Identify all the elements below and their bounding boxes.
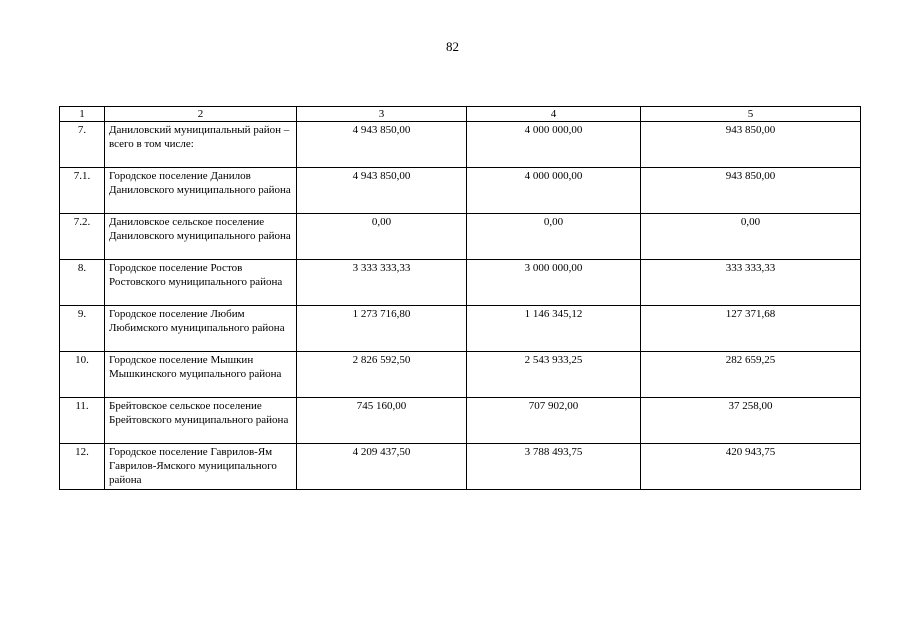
row-number-cell: 9. xyxy=(60,306,105,352)
municipality-name-cell: Даниловский муниципальный район – всего в том числе: xyxy=(105,122,297,168)
column-4-value-cell: 1 146 345,12 xyxy=(467,306,641,352)
column-3-value-cell: 4 209 437,50 xyxy=(297,444,467,490)
column-5-value-cell: 943 850,00 xyxy=(641,168,861,214)
column-4-value-cell: 0,00 xyxy=(467,214,641,260)
municipality-name-cell: Брейтовское сельское поселение Брейтовского муниципального района xyxy=(105,398,297,444)
header-cell-2: 2 xyxy=(105,107,297,122)
column-3-value-cell: 0,00 xyxy=(297,214,467,260)
column-4-value-cell: 707 902,00 xyxy=(467,398,641,444)
column-4-value-cell: 4 000 000,00 xyxy=(467,168,641,214)
table-row xyxy=(60,352,861,398)
column-4-value-cell: 4 000 000,00 xyxy=(467,122,641,168)
header-cell-5: 5 xyxy=(641,107,861,122)
column-5-value-cell: 0,00 xyxy=(641,214,861,260)
column-3-value-cell: 3 333 333,33 xyxy=(297,260,467,306)
row-number-cell: 11. xyxy=(60,398,105,444)
column-5-value-cell: 37 258,00 xyxy=(641,398,861,444)
header-row xyxy=(60,107,861,122)
row-number-cell: 10. xyxy=(60,352,105,398)
table-row xyxy=(60,306,861,352)
data-table xyxy=(59,106,861,490)
row-number-cell: 7. xyxy=(60,122,105,168)
column-5-value-cell: 127 371,68 xyxy=(641,306,861,352)
column-3-value-cell: 2 826 592,50 xyxy=(297,352,467,398)
municipality-name-cell: Городское поселение Мышкин Мышкинского муципального района xyxy=(105,352,297,398)
column-4-value-cell: 3 788 493,75 xyxy=(467,444,641,490)
column-3-value-cell: 4 943 850,00 xyxy=(297,122,467,168)
table-row xyxy=(60,214,861,260)
column-5-value-cell: 420 943,75 xyxy=(641,444,861,490)
column-5-value-cell: 333 333,33 xyxy=(641,260,861,306)
column-4-value-cell: 2 543 933,25 xyxy=(467,352,641,398)
row-number-cell: 7.2. xyxy=(60,214,105,260)
table-row xyxy=(60,398,861,444)
column-3-value-cell: 4 943 850,00 xyxy=(297,168,467,214)
row-number-cell: 8. xyxy=(60,260,105,306)
municipality-name-cell: Городское поселение Гаврилов-Ям Гаврилов-Ямского муниципального района xyxy=(105,444,297,490)
municipality-name-cell: Даниловское сельское поселение Даниловского муниципального района xyxy=(105,214,297,260)
header-cell-3: 3 xyxy=(297,107,467,122)
header-cell-4: 4 xyxy=(467,107,641,122)
table-row xyxy=(60,122,861,168)
municipality-name-cell: Городское поселение Данилов Даниловского муниципального района xyxy=(105,168,297,214)
column-3-value-cell: 1 273 716,80 xyxy=(297,306,467,352)
table-row xyxy=(60,168,861,214)
municipality-name-cell: Городское поселение Ростов Ростовского муниципального района xyxy=(105,260,297,306)
column-4-value-cell: 3 000 000,00 xyxy=(467,260,641,306)
municipality-name-cell: Городское поселение Любим Любимского муниципального района xyxy=(105,306,297,352)
row-number-cell: 12. xyxy=(60,444,105,490)
row-number-cell: 7.1. xyxy=(60,168,105,214)
table-row xyxy=(60,444,861,490)
column-3-value-cell: 745 160,00 xyxy=(297,398,467,444)
header-cell-1: 1 xyxy=(60,107,105,122)
page-number: 82 xyxy=(446,39,459,54)
column-5-value-cell: 943 850,00 xyxy=(641,122,861,168)
column-5-value-cell: 282 659,25 xyxy=(641,352,861,398)
table-body xyxy=(60,122,861,490)
table-row xyxy=(60,260,861,306)
